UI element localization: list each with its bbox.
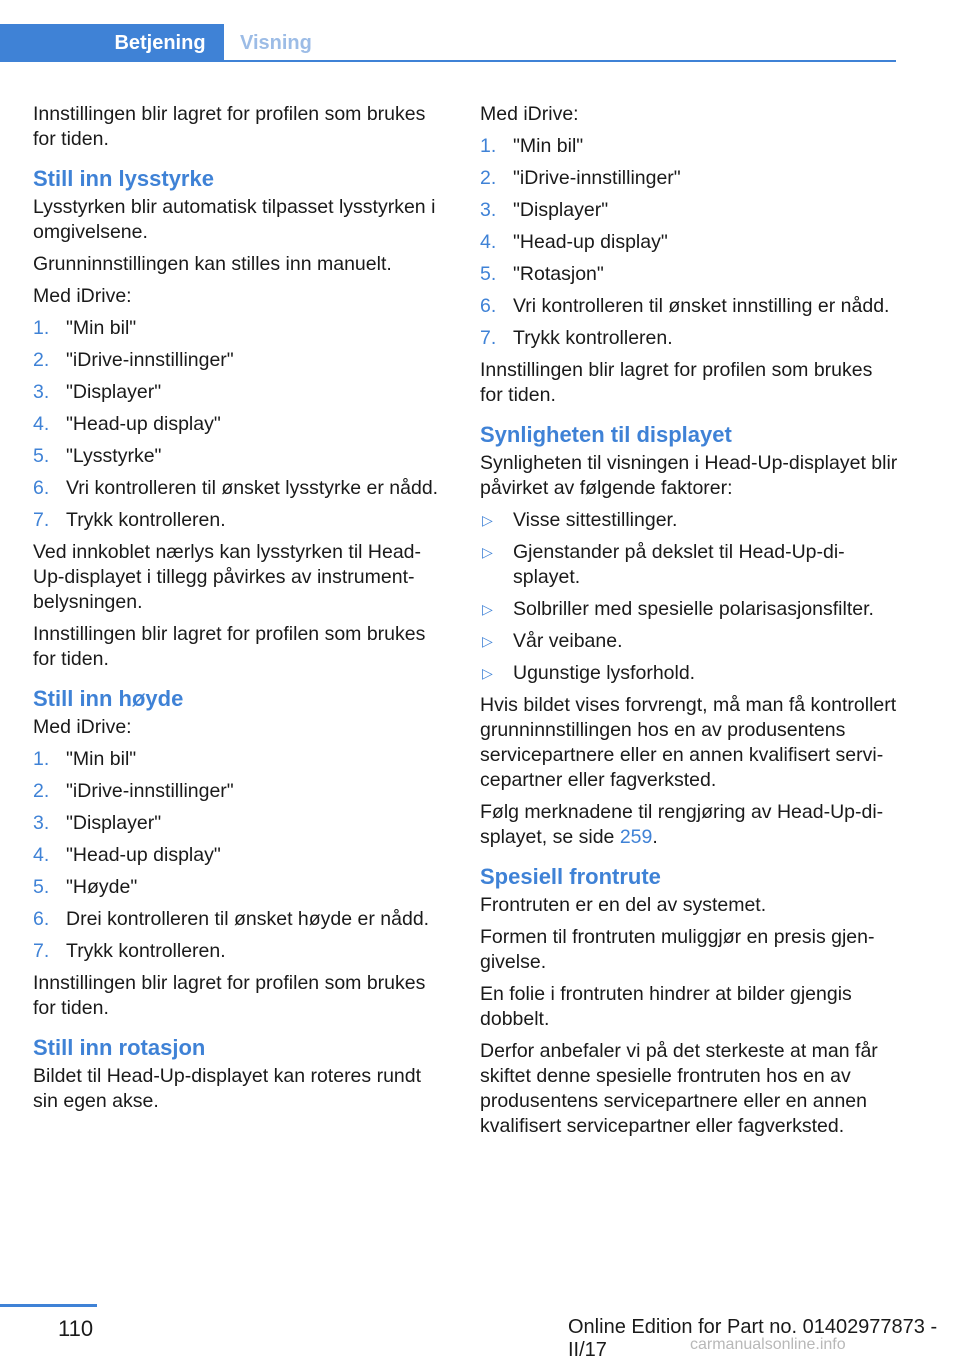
list-item bbox=[480, 166, 898, 191]
step-number: 3. bbox=[33, 812, 50, 834]
list-item bbox=[480, 230, 898, 255]
step-text: "Høyde" bbox=[66, 876, 138, 898]
step-text: "Head-up display" bbox=[513, 231, 668, 253]
step-text: Vri kontrolleren til ønsket innstilling er nådd. bbox=[513, 295, 890, 317]
step-text: "Displayer" bbox=[66, 812, 162, 834]
paragraph: Bildet til Head-Up-displayet kan roteres rundt sin egen akse. bbox=[33, 1065, 422, 1112]
step-number: 5. bbox=[480, 263, 497, 285]
step-text: "Min bil" bbox=[66, 748, 137, 770]
list-item bbox=[480, 326, 898, 351]
paragraph: Lysstyrken blir automatisk tilpasset lysstyrken i omgivelsene. bbox=[33, 196, 436, 243]
step-number: 7. bbox=[480, 327, 497, 349]
step-text: "Head-up display" bbox=[66, 844, 221, 866]
bullet-text: Vår veibane. bbox=[513, 630, 623, 652]
step-number: 1. bbox=[33, 748, 50, 770]
list-item bbox=[33, 779, 451, 804]
intro-paragraph: Innstillingen blir lagret for profilen som brukes for tiden. bbox=[33, 103, 426, 150]
list-item bbox=[33, 875, 451, 900]
step-text: "Rotasjon" bbox=[513, 263, 604, 285]
paragraph: Innstillingen blir lagret for profilen som brukes for tiden. bbox=[33, 623, 426, 670]
tab-visning[interactable]: Visning bbox=[240, 32, 312, 54]
heading-visibility: Synligheten til displayet bbox=[480, 422, 732, 447]
triangle-bullet-icon: ▷ bbox=[482, 544, 493, 560]
list-item bbox=[33, 747, 451, 772]
step-number: 4. bbox=[480, 231, 497, 253]
list-item bbox=[480, 597, 898, 622]
paragraph: Ved innkoblet nærlys kan lysstyrken til Head-Up-displayet i tillegg påvirkes av instrumentbelysningen. bbox=[33, 541, 422, 613]
step-number: 5. bbox=[33, 445, 50, 467]
page-number: 110 bbox=[58, 1316, 94, 1341]
steps-brightness bbox=[33, 316, 451, 533]
step-text: Vri kontrolleren til ønsket lysstyrke er nådd. bbox=[66, 477, 439, 499]
list-item bbox=[33, 811, 451, 836]
paragraph: Innstillingen blir lagret for profilen som brukes for tiden. bbox=[33, 972, 426, 1019]
paragraph: Innstillingen blir lagret for profilen som brukes for tiden. bbox=[480, 359, 873, 406]
paragraph: Frontruten er en del av systemet. bbox=[480, 894, 767, 916]
list-item bbox=[480, 294, 898, 319]
triangle-bullet-icon: ▷ bbox=[482, 512, 493, 528]
list-item bbox=[33, 316, 451, 341]
step-number: 6. bbox=[33, 908, 50, 930]
step-number: 2. bbox=[33, 780, 50, 802]
step-text: "Min bil" bbox=[66, 317, 137, 339]
bullet-text: Solbriller med spesielle polarisasjonsfilter. bbox=[513, 598, 874, 620]
paragraph-with-link bbox=[480, 800, 898, 850]
paragraph: Hvis bildet vises forvrengt, må man få kontrollert grunninnstillingen hos en av produsentens servicepartnere eller en annen kvalifisert servicepartner eller fagverksted. bbox=[480, 694, 897, 791]
left-column bbox=[33, 102, 451, 1121]
step-text: "iDrive-innstillinger" bbox=[66, 780, 234, 802]
list-item bbox=[480, 661, 898, 686]
step-number: 4. bbox=[33, 844, 50, 866]
list-item bbox=[480, 508, 898, 533]
paragraph: En folie i frontruten hindrer at bilder gjengis dobbelt. bbox=[480, 983, 852, 1030]
heading-height: Still inn høyde bbox=[33, 686, 184, 711]
edition-note: Online Edition for Part no. 01402977873 - II/17 bbox=[568, 1316, 938, 1361]
step-text: "iDrive-innstillinger" bbox=[66, 349, 234, 371]
text: Følg merknadene til rengjøring av Head-Up-displayet, se side bbox=[480, 801, 884, 848]
list-item bbox=[480, 629, 898, 654]
steps-rotation bbox=[480, 134, 898, 351]
triangle-bullet-icon: ▷ bbox=[482, 665, 493, 681]
step-text: "Head-up display" bbox=[66, 413, 221, 435]
visibility-factors bbox=[480, 508, 898, 686]
bullet-text: Visse sittestillinger. bbox=[513, 509, 678, 531]
step-number: 4. bbox=[33, 413, 50, 435]
heading-rotation: Still inn rotasjon bbox=[33, 1035, 206, 1060]
step-number: 6. bbox=[33, 477, 50, 499]
heading-brightness: Still inn lysstyrke bbox=[33, 166, 214, 191]
paragraph: Med iDrive: bbox=[33, 285, 132, 307]
step-number: 1. bbox=[480, 135, 497, 157]
list-item bbox=[33, 444, 451, 469]
list-item bbox=[33, 843, 451, 868]
step-text: Drei kontrolleren til ønsket høyde er nådd. bbox=[66, 908, 430, 930]
heading-windshield: Spesiell frontrute bbox=[480, 864, 661, 889]
list-item bbox=[480, 262, 898, 287]
footer-rule bbox=[0, 1304, 97, 1307]
step-text: Trykk kontrolleren. bbox=[66, 940, 226, 962]
paragraph: Synligheten til visningen i Head-Up-displayet blir påvirket av følgende faktorer: bbox=[480, 452, 898, 499]
step-text: "Displayer" bbox=[513, 199, 609, 221]
step-text: "Lysstyrke" bbox=[66, 445, 162, 467]
paragraph: Med iDrive: bbox=[480, 103, 579, 125]
step-number: 2. bbox=[480, 167, 497, 189]
list-item bbox=[33, 348, 451, 373]
step-text: "iDrive-innstillinger" bbox=[513, 167, 681, 189]
list-item bbox=[33, 939, 451, 964]
paragraph: Derfor anbefaler vi på det sterkeste at man får skiftet denne spesielle frontruten hos en av produsentens servicepartnere eller en annen kvalifisert servicepartner eller fagverksted. bbox=[480, 1040, 878, 1137]
step-text: Trykk kontrolleren. bbox=[513, 327, 673, 349]
tab-betjening[interactable]: Betjening bbox=[0, 24, 224, 62]
paragraph: Grunninnstillingen kan stilles inn manuelt. bbox=[33, 253, 392, 275]
list-item bbox=[480, 540, 898, 590]
bullet-text: Gjenstander på dekslet til Head-Up-displayet. bbox=[513, 541, 845, 588]
triangle-bullet-icon: ▷ bbox=[482, 633, 493, 649]
step-number: 5. bbox=[33, 876, 50, 898]
list-item bbox=[480, 134, 898, 159]
list-item bbox=[33, 907, 451, 932]
list-item bbox=[33, 476, 451, 501]
triangle-bullet-icon: ▷ bbox=[482, 601, 493, 617]
text: . bbox=[652, 826, 658, 848]
list-item bbox=[480, 198, 898, 223]
steps-height bbox=[33, 747, 451, 964]
step-number: 2. bbox=[33, 349, 50, 371]
watermark: carmanualsonline.info bbox=[690, 1336, 846, 1353]
step-number: 7. bbox=[33, 509, 50, 531]
bullet-text: Ugunstige lysforhold. bbox=[513, 662, 696, 684]
step-text: "Min bil" bbox=[513, 135, 584, 157]
paragraph: Formen til frontruten muliggjør en presis gjengivelse. bbox=[480, 926, 875, 973]
step-number: 1. bbox=[33, 317, 50, 339]
step-number: 6. bbox=[480, 295, 497, 317]
list-item bbox=[33, 380, 451, 405]
list-item bbox=[33, 508, 451, 533]
page-link[interactable]: 259 bbox=[619, 826, 653, 848]
header-bar bbox=[0, 24, 896, 62]
step-number: 3. bbox=[33, 381, 50, 403]
header-rule bbox=[0, 60, 896, 62]
step-text: Trykk kontrolleren. bbox=[66, 509, 226, 531]
paragraph: Med iDrive: bbox=[33, 716, 132, 738]
step-text: "Displayer" bbox=[66, 381, 162, 403]
step-number: 7. bbox=[33, 940, 50, 962]
right-column bbox=[480, 102, 898, 1146]
list-item bbox=[33, 412, 451, 437]
step-number: 3. bbox=[480, 199, 497, 221]
